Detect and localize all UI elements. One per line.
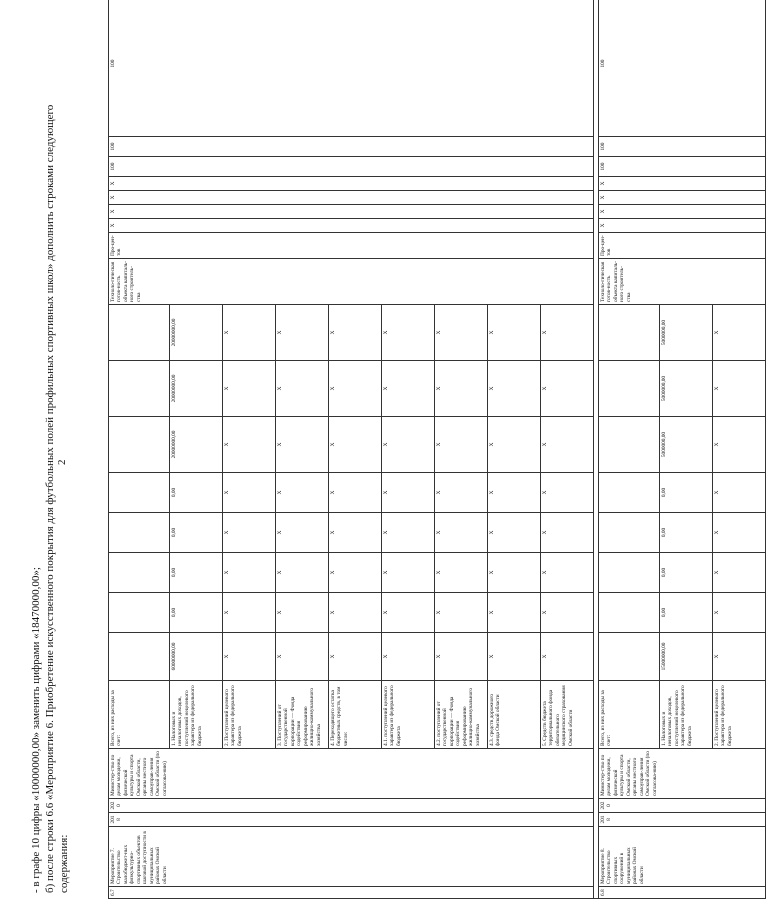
year-amount: X xyxy=(435,473,488,513)
year-amount: X xyxy=(541,473,594,513)
year-amount: X xyxy=(382,305,435,361)
executor: Министер-ство по делам молодежи, физической культуры и спорта Омской области, органы местного самоуправ-ления Омской области (по согласова-нию) xyxy=(599,749,766,799)
year-amount: X xyxy=(329,593,382,633)
total-amount: 60000000,00 xyxy=(170,633,223,681)
year-from: 2018 xyxy=(109,813,594,827)
year-amount: X xyxy=(223,553,276,593)
table-row xyxy=(599,0,660,899)
year-amount: X xyxy=(541,593,594,633)
year-amount: X xyxy=(435,417,488,473)
year-amount: X xyxy=(435,553,488,593)
indicator-value: 100 xyxy=(599,0,766,137)
year-amount: X xyxy=(223,513,276,553)
year-amount: X xyxy=(541,553,594,593)
indicator-value: 100 xyxy=(109,157,594,177)
total-amount: X xyxy=(435,633,488,681)
executor: Министер-ство по делам молодежи, физической культуры и спорта Омской области, органы местного самоуправ-ления Омской области (по согласова-нию) xyxy=(109,749,594,799)
indicator-value: 100 xyxy=(599,137,766,157)
year-amount: 5000000,00 xyxy=(660,361,713,417)
indicator-unit: Про-цен-тов xyxy=(599,233,766,259)
total-amount xyxy=(599,633,660,681)
measure-name: Мероприятие 8. Строительство спортивных сооружений в муниципальных районах Омской области xyxy=(599,827,766,887)
funding-source: Всего, из них расходы за счет: xyxy=(599,681,660,749)
funding-source: 4.3. средств дорожного фонда Омской области xyxy=(488,681,541,749)
funding-source: 3. Поступлений от государственной корпорации — Фонда содействия реформированию жилищно-коммунального хозяйства xyxy=(276,681,329,749)
year-amount xyxy=(599,305,660,361)
year-amount xyxy=(599,593,660,633)
year-amount: X xyxy=(276,473,329,513)
indicator-value: 100 xyxy=(599,157,766,177)
year-amount: X xyxy=(713,361,766,417)
year-amount: X xyxy=(382,473,435,513)
year-amount: X xyxy=(435,513,488,553)
year-amount: X xyxy=(713,593,766,633)
year-amount xyxy=(109,553,170,593)
year-amount: 0,00 xyxy=(660,553,713,593)
table-row xyxy=(109,0,170,899)
year-amount: X xyxy=(329,417,382,473)
year-amount: X xyxy=(488,305,541,361)
year-amount: 20000000,00 xyxy=(170,417,223,473)
row-number: 6.7 xyxy=(109,887,594,899)
year-amount: X xyxy=(276,361,329,417)
year-amount xyxy=(599,513,660,553)
year-amount: X xyxy=(223,593,276,633)
year-amount: X xyxy=(488,513,541,553)
total-amount: X xyxy=(223,633,276,681)
year-amount: X xyxy=(329,305,382,361)
funding-source: 4. Переходящего остатка бюджетных средств, в том числе: xyxy=(329,681,382,749)
year-amount: X xyxy=(223,417,276,473)
year-amount: X xyxy=(223,305,276,361)
funding-source: 1. Налоговых и неналоговых доходов, поступлений нецелевого характера из федерального бюджета xyxy=(660,681,713,749)
year-amount: X xyxy=(541,513,594,553)
intro-line-3: содержания: xyxy=(58,834,70,893)
total-amount xyxy=(109,633,170,681)
year-amount: X xyxy=(329,553,382,593)
year-amount: X xyxy=(488,473,541,513)
year-amount: X xyxy=(435,361,488,417)
year-to: 2020 xyxy=(109,799,594,813)
indicator-name: Техноло-гическая готов-ность объекта капиталь-ного строитель-ства xyxy=(109,259,594,305)
row-number: 6.8 xyxy=(599,887,766,899)
year-amount: 0,00 xyxy=(170,473,223,513)
indicator-name: Техноло-гическая готов-ность объекта капиталь-ного строитель-ства xyxy=(599,259,766,305)
year-amount: X xyxy=(329,361,382,417)
indicator-value: X xyxy=(599,205,766,219)
year-amount: X xyxy=(382,361,435,417)
indicator-value: 100 xyxy=(109,0,594,137)
year-amount: 0,00 xyxy=(660,473,713,513)
indicator-value: X xyxy=(109,191,594,205)
program-table xyxy=(108,0,766,899)
total-amount: X xyxy=(713,633,766,681)
year-amount: X xyxy=(329,473,382,513)
year-amount: X xyxy=(541,305,594,361)
year-amount: 0,00 xyxy=(170,593,223,633)
year-amount: X xyxy=(541,417,594,473)
year-amount: X xyxy=(382,593,435,633)
year-amount: X xyxy=(276,513,329,553)
total-amount: X xyxy=(382,633,435,681)
year-amount: X xyxy=(329,513,382,553)
year-amount: X xyxy=(382,553,435,593)
funding-source: 4.1. поступлений целевого характера из федерального бюджета xyxy=(382,681,435,749)
year-amount: 0,00 xyxy=(170,553,223,593)
year-amount: X xyxy=(276,305,329,361)
intro-line-1: - в графе 10 цифры «10000000,00» заменить цифрами «18470000,00»; xyxy=(30,567,42,893)
funding-source: 1. Налоговых и неналоговых доходов, поступлений нецелевого характера из федерального бюджета xyxy=(170,681,223,749)
year-amount: 0,00 xyxy=(170,513,223,553)
year-amount: 5000000,00 xyxy=(660,305,713,361)
indicator-value: X xyxy=(599,219,766,233)
indicator-value: X xyxy=(109,177,594,191)
year-amount: X xyxy=(713,473,766,513)
total-amount: X xyxy=(276,633,329,681)
year-amount: X xyxy=(713,553,766,593)
year-amount: 20000000,00 xyxy=(170,305,223,361)
funding-source: 5. Средств бюджета территориального фонда обязательного медицинского страхования Омской области xyxy=(541,681,594,749)
year-amount: X xyxy=(713,417,766,473)
funding-source: 2. Поступлений целевого характера из федерального бюджета xyxy=(223,681,276,749)
year-amount: X xyxy=(488,553,541,593)
measure-name: Мероприятие 7. Строительство малобюджет-ных физкультурно-спортивных объектов шаговой доступности в муниципальных районах Омской области xyxy=(109,827,594,887)
year-amount xyxy=(109,305,170,361)
indicator-unit: Про-цен-тов xyxy=(109,233,594,259)
year-amount xyxy=(599,553,660,593)
year-amount xyxy=(599,417,660,473)
year-amount: 0,00 xyxy=(660,513,713,553)
year-amount: X xyxy=(541,361,594,417)
year-amount: X xyxy=(276,553,329,593)
indicator-value: X xyxy=(109,205,594,219)
funding-source: 2. Поступлений целевого характера из федерального бюджета xyxy=(713,681,766,749)
indicator-value: X xyxy=(109,219,594,233)
page-number: 2 xyxy=(56,459,68,465)
total-amount: X xyxy=(488,633,541,681)
year-amount: X xyxy=(223,361,276,417)
year-amount: 20000000,00 xyxy=(170,361,223,417)
year-amount: X xyxy=(276,417,329,473)
year-amount: X xyxy=(435,305,488,361)
year-amount xyxy=(109,473,170,513)
year-amount xyxy=(109,417,170,473)
year-amount: X xyxy=(276,593,329,633)
year-amount: 0,00 xyxy=(660,593,713,633)
year-amount xyxy=(109,361,170,417)
indicator-value: X xyxy=(599,177,766,191)
year-amount xyxy=(599,473,660,513)
year-from: 2018 xyxy=(599,813,766,827)
indicator-value: 100 xyxy=(109,137,594,157)
year-amount: X xyxy=(223,473,276,513)
year-to: 2020 xyxy=(599,799,766,813)
funding-source: 4.2. поступлений от государственной корпорации — Фонда содействия реформированию жилищно-коммунального хозяйства xyxy=(435,681,488,749)
year-amount: 5000000,00 xyxy=(660,417,713,473)
year-amount: X xyxy=(488,593,541,633)
year-amount xyxy=(109,593,170,633)
year-amount: X xyxy=(435,593,488,633)
indicator-value: X xyxy=(599,191,766,205)
year-amount: X xyxy=(382,417,435,473)
year-amount: X xyxy=(488,361,541,417)
year-amount: X xyxy=(713,513,766,553)
intro-line-2: б) после строки 6.6 «Мероприятие 6. Приобретение искусственного покрытия для футбольных полей профильных спортивных школ» дополнить строками следующего xyxy=(44,104,56,893)
year-amount xyxy=(109,513,170,553)
year-amount xyxy=(599,361,660,417)
total-amount: X xyxy=(329,633,382,681)
total-amount: 15000000,00 xyxy=(660,633,713,681)
funding-source: Всего, из них расходы за счет: xyxy=(109,681,170,749)
year-amount: X xyxy=(713,305,766,361)
year-amount: X xyxy=(382,513,435,553)
year-amount: X xyxy=(488,417,541,473)
total-amount: X xyxy=(541,633,594,681)
